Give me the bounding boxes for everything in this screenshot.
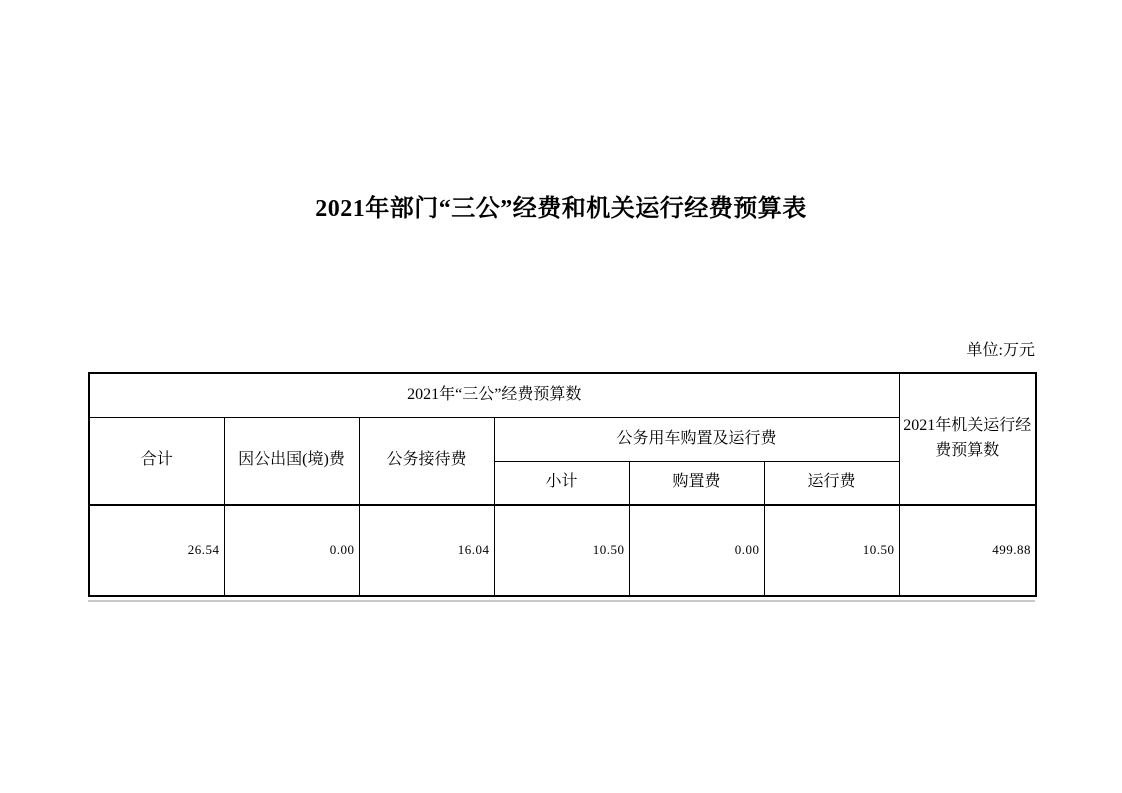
cell-vehicle-purchase: 0.00 [629, 505, 764, 596]
cell-reception-fee: 16.04 [359, 505, 494, 596]
cell-vehicle-operation: 10.50 [764, 505, 899, 596]
header-vehicle-subtotal: 小计 [494, 461, 629, 505]
header-vehicle-purchase: 购置费 [629, 461, 764, 505]
cell-total: 26.54 [89, 505, 224, 596]
budget-table-container [88, 372, 1035, 602]
header-sangong-budget: 2021年“三公”经费预算数 [89, 373, 899, 417]
header-vehicle-group: 公务用车购置及运行费 [494, 417, 899, 461]
header-vehicle-operation: 运行费 [764, 461, 899, 505]
table-row [89, 505, 1036, 596]
unit-label: 单位:万元 [966, 342, 1035, 359]
cell-operating-budget: 499.88 [899, 505, 1036, 596]
header-abroad-fee: 因公出国(境)费 [224, 417, 359, 505]
budget-table [88, 372, 1037, 597]
header-reception-fee: 公务接待费 [359, 417, 494, 505]
header-total: 合计 [89, 417, 224, 505]
table-bottom-shadow [88, 600, 1035, 602]
cell-abroad-fee: 0.00 [224, 505, 359, 596]
header-row-1 [89, 373, 1036, 417]
cell-vehicle-subtotal: 10.50 [494, 505, 629, 596]
page-title: 2021年部门“三公”经费和机关运行经费预算表 [315, 196, 807, 222]
header-operating-budget: 2021年机关运行经费预算数 [899, 373, 1036, 505]
header-row-2 [89, 417, 1036, 461]
